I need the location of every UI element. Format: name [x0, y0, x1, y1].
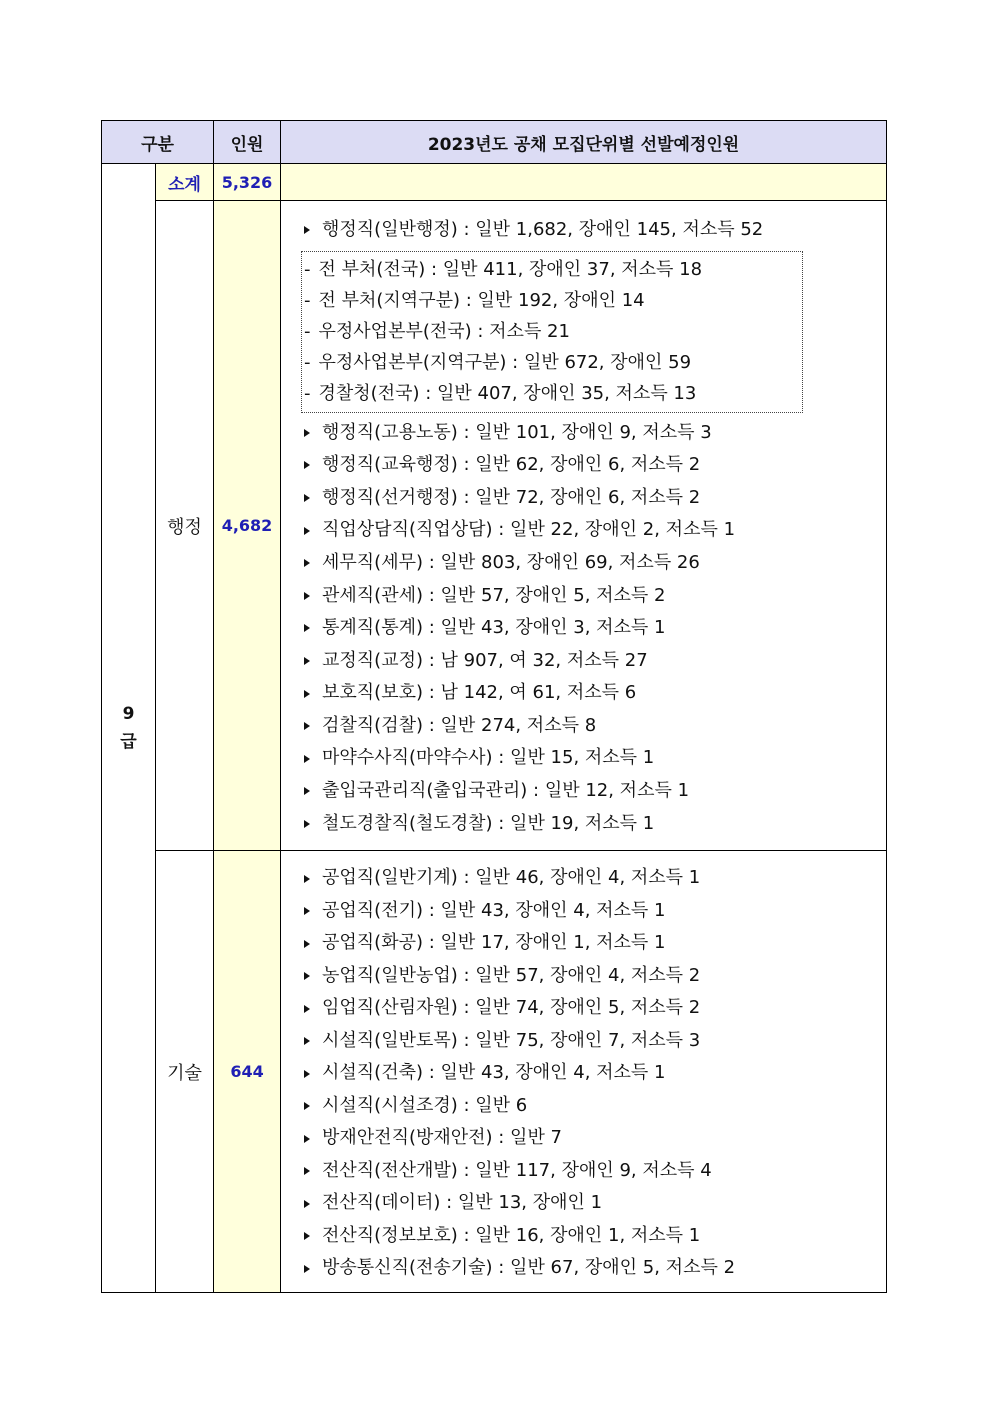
bullet-triangle-icon	[304, 1070, 310, 1078]
list-item	[301, 742, 886, 775]
breakdown-item	[302, 254, 802, 285]
list-item	[301, 775, 886, 808]
list-item-text: 행정직(고용노동) : 일반 101, 장애인 9, 저소득 3	[322, 421, 712, 443]
tech-label: 기술	[156, 851, 214, 1293]
bullet-triangle-icon	[304, 592, 310, 600]
list-item	[301, 1090, 886, 1123]
bullet-triangle-icon	[304, 461, 310, 469]
tech-list	[301, 851, 886, 1292]
list-item	[301, 710, 886, 743]
list-item	[301, 214, 886, 247]
bullet-triangle-icon	[304, 1037, 310, 1045]
list-item	[301, 808, 886, 841]
list-item	[301, 992, 886, 1025]
list-item	[301, 645, 886, 678]
list-item	[301, 1122, 886, 1155]
list-item-text: 행정직(선거행정) : 일반 72, 장애인 6, 저소득 2	[322, 486, 701, 508]
bullet-triangle-icon	[304, 657, 310, 665]
breakdown-item-text: 전 부처(지역구분) : 일반 192, 장애인 14	[318, 289, 645, 311]
list-item-text: 농업직(일반농업) : 일반 57, 장애인 4, 저소득 2	[322, 964, 701, 986]
bullet-triangle-icon	[304, 787, 310, 795]
bullet-triangle-icon	[304, 722, 310, 730]
list-item	[301, 960, 886, 993]
bullet-triangle-icon	[304, 690, 310, 698]
list-item	[301, 677, 886, 710]
list-item-text: 출입국관리직(출입국관리) : 일반 12, 저소득 1	[322, 780, 690, 802]
list-item	[301, 449, 886, 482]
list-item	[301, 1187, 886, 1220]
list-item	[301, 1252, 886, 1285]
grade-cell	[102, 164, 156, 1293]
bullet-triangle-icon	[304, 1102, 310, 1110]
table-header-row	[102, 121, 887, 164]
header-detail: 2023년도 공채 모집단위별 선발예정인원	[281, 121, 887, 164]
header-count: 인원	[214, 121, 281, 164]
list-item	[301, 482, 886, 515]
list-item	[301, 1025, 886, 1058]
list-item-text: 시설직(건축) : 일반 43, 장애인 4, 저소득 1	[322, 1062, 666, 1084]
list-item	[301, 514, 886, 547]
bullet-triangle-icon	[304, 755, 310, 763]
list-item	[301, 862, 886, 895]
breakdown-item	[302, 316, 802, 347]
admin-label: 행정	[156, 201, 214, 851]
bullet-triangle-icon	[304, 1200, 310, 1208]
list-item-text: 관세직(관세) : 일반 57, 장애인 5, 저소득 2	[322, 584, 666, 606]
bullet-triangle-icon	[304, 527, 310, 535]
bullet-triangle-icon	[304, 624, 310, 632]
list-item-text: 전산직(정보보호) : 일반 16, 장애인 1, 저소득 1	[322, 1224, 701, 1246]
list-item-text: 교정직(교정) : 남 907, 여 32, 저소득 27	[322, 649, 648, 671]
breakdown-item-text: 우정사업본부(지역구분) : 일반 672, 장애인 59	[318, 352, 692, 374]
list-item-text: 임업직(산림자원) : 일반 74, 장애인 5, 저소득 2	[322, 997, 701, 1019]
list-item-text: 시설직(시설조경) : 일반 6	[322, 1094, 528, 1116]
bullet-triangle-icon	[304, 1265, 310, 1273]
subtotal-label: 소계	[156, 164, 214, 201]
list-item-text: 세무직(세무) : 일반 803, 장애인 69, 저소득 26	[322, 551, 700, 573]
dash-marker: -	[304, 258, 311, 280]
list-item	[301, 612, 886, 645]
subtotal-row	[102, 164, 887, 201]
subtotal-detail-empty	[281, 164, 887, 201]
list-item-text: 행정직(일반행정) : 일반 1,682, 장애인 145, 저소득 52	[322, 219, 764, 240]
grade-label: 9 급	[120, 703, 137, 752]
breakdown-item	[302, 378, 802, 409]
admin-count: 4,682	[214, 201, 281, 851]
list-item-text: 전산직(전산개발) : 일반 117, 장애인 9, 저소득 4	[322, 1159, 712, 1181]
list-item	[301, 580, 886, 613]
list-item	[301, 547, 886, 580]
dash-marker: -	[304, 320, 311, 342]
breakdown-box	[301, 251, 803, 413]
dash-marker: -	[304, 352, 311, 374]
list-item-text: 방재안전직(방재안전) : 일반 7	[322, 1127, 563, 1149]
dash-marker: -	[304, 383, 311, 405]
list-item	[301, 1155, 886, 1188]
list-item-text: 전산직(데이터) : 일반 13, 장애인 1	[322, 1192, 603, 1214]
list-item-text: 마약수사직(마약수사) : 일반 15, 저소득 1	[322, 747, 655, 769]
subtotal-value: 5,326	[214, 164, 281, 201]
tech-count: 644	[214, 851, 281, 1293]
header-category: 구분	[102, 121, 214, 164]
bullet-triangle-icon	[304, 1232, 310, 1240]
list-item-text: 방송통신직(전송기술) : 일반 67, 장애인 5, 저소득 2	[322, 1257, 736, 1279]
recruitment-table	[101, 120, 887, 1293]
list-item	[301, 927, 886, 960]
list-item	[301, 1057, 886, 1090]
breakdown-item	[302, 285, 802, 316]
bullet-triangle-icon	[304, 1005, 310, 1013]
list-item-text: 시설직(일반토목) : 일반 75, 장애인 7, 저소득 3	[322, 1029, 701, 1051]
dash-marker: -	[304, 289, 311, 311]
bullet-triangle-icon	[304, 972, 310, 980]
list-item-text: 검찰직(검찰) : 일반 274, 저소득 8	[322, 714, 597, 736]
list-item-text: 공업직(일반기계) : 일반 46, 장애인 4, 저소득 1	[322, 867, 701, 889]
admin-list	[301, 201, 886, 850]
list-item	[301, 1220, 886, 1253]
bullet-triangle-icon	[304, 429, 310, 437]
list-item-text: 행정직(교육행정) : 일반 62, 장애인 6, 저소득 2	[322, 454, 701, 476]
bullet-triangle-icon	[304, 820, 310, 828]
bullet-triangle-icon	[304, 559, 310, 567]
bullet-triangle-icon	[304, 226, 310, 234]
list-item-text: 공업직(전기) : 일반 43, 장애인 4, 저소득 1	[322, 899, 666, 921]
tech-detail-cell	[281, 851, 887, 1293]
admin-detail-cell	[281, 201, 887, 851]
breakdown-item-text: 전 부처(전국) : 일반 411, 장애인 37, 저소득 18	[318, 258, 703, 280]
list-item	[301, 895, 886, 928]
breakdown-item-text: 경찰청(전국) : 일반 407, 장애인 35, 저소득 13	[318, 383, 697, 405]
bullet-triangle-icon	[304, 1167, 310, 1175]
list-item-text: 공업직(화공) : 일반 17, 장애인 1, 저소득 1	[322, 932, 666, 954]
list-item-text: 보호직(보호) : 남 142, 여 61, 저소득 6	[322, 682, 637, 704]
bullet-triangle-icon	[304, 1135, 310, 1143]
breakdown-item-text: 우정사업본부(전국) : 저소득 21	[318, 320, 570, 342]
tech-row	[102, 851, 887, 1293]
list-item-text: 직업상담직(직업상담) : 일반 22, 장애인 2, 저소득 1	[322, 519, 736, 541]
bullet-triangle-icon	[304, 940, 310, 948]
list-item-text: 철도경찰직(철도경찰) : 일반 19, 저소득 1	[322, 812, 655, 834]
list-item-text: 통계직(통계) : 일반 43, 장애인 3, 저소득 1	[322, 617, 666, 639]
breakdown-item	[302, 347, 802, 378]
bullet-triangle-icon	[304, 907, 310, 915]
admin-row	[102, 201, 887, 851]
bullet-triangle-icon	[304, 875, 310, 883]
bullet-triangle-icon	[304, 494, 310, 502]
list-item	[301, 417, 886, 450]
